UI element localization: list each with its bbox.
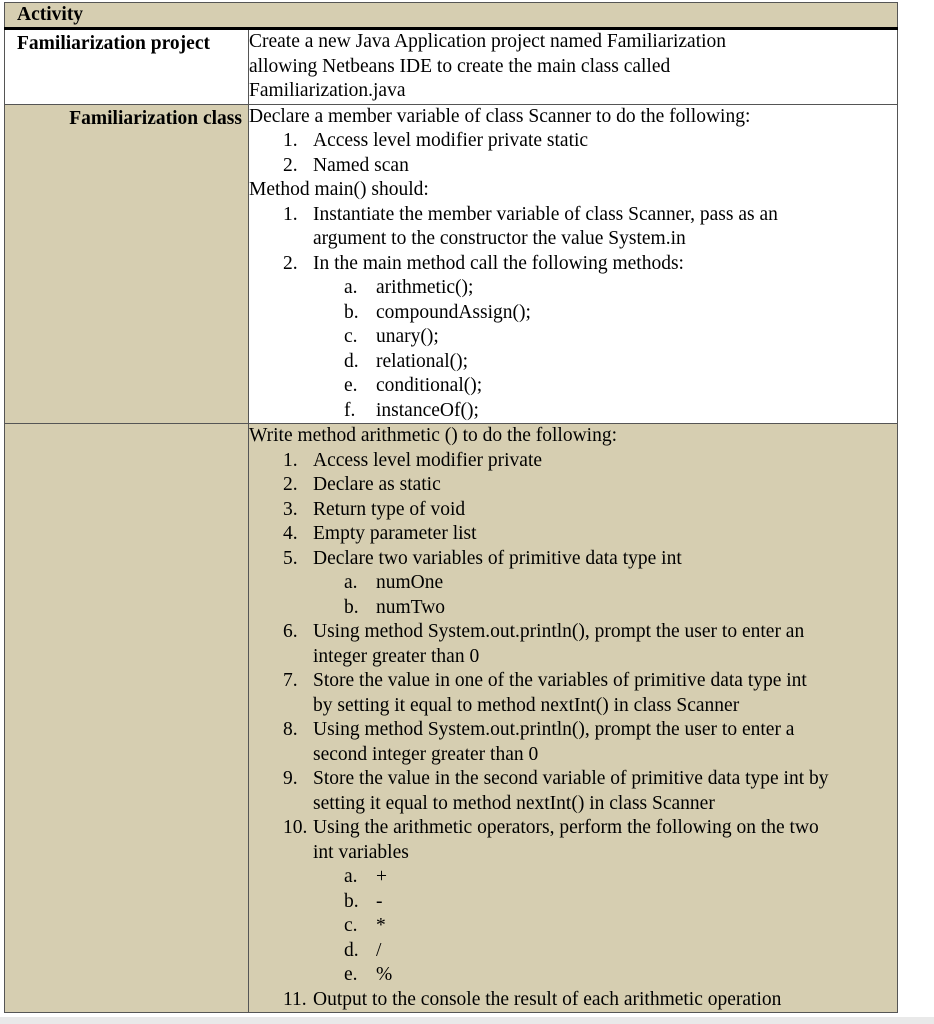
step-item [249,620,897,645]
step-item [249,767,897,792]
var-item [249,596,897,621]
table-title: Activity [17,4,84,25]
step-item [249,669,897,694]
item-number: 11. [283,988,307,1010]
item-text: Empty parameter list [313,523,477,544]
item-letter: a. [344,866,358,887]
call-item [249,374,897,399]
arithmetic-intro: Write method arithmetic () to do the following: [249,425,617,446]
arithmetic-label-cell [5,424,249,1013]
item-text: Using method System.out.println(), prompt the user to enter an [313,621,805,642]
item-text: Access level modifier private static [313,130,589,151]
item-text: conditional(); [376,375,483,396]
step-item [249,645,897,670]
step-item [249,547,897,572]
call-item [249,399,897,424]
main-item [249,203,897,228]
project-description [249,29,898,105]
item-letter: a. [344,277,358,298]
item-number: 10. [283,817,308,838]
item-text: Named scan [313,154,409,176]
item-letter: b. [344,890,359,912]
item-number: 1. [283,449,298,471]
var-item [249,571,897,596]
class-row [5,104,898,424]
main-list [249,203,897,277]
item-number: 6. [283,621,298,642]
item-text: unary(); [376,326,439,347]
item-text: numOne [376,572,444,593]
main-item [249,252,897,277]
item-text: Access level modifier private [313,449,543,471]
item-text: numTwo [376,596,446,618]
item-text: instanceOf(); [376,399,479,421]
member-item [249,129,897,154]
vars-list [249,571,897,620]
item-letter: f. [344,399,356,421]
item-text: + [376,866,387,887]
item-number: 2. [283,474,298,495]
header-cell [5,3,898,29]
item-number: 8. [283,719,298,740]
items-list [249,449,897,572]
header-row [5,3,898,29]
member-item [249,154,897,179]
item-text: Using the arithmetic operators, perform the following on the two [313,817,819,838]
item-text: relational(); [376,350,469,372]
item-number: 7. [283,670,298,691]
item-text: / [376,939,382,961]
step-item [249,522,897,547]
item-number: 1. [283,203,298,225]
class-label: Familiarization class [69,107,242,129]
item-text: Declare as static [313,474,441,495]
items2-list [249,620,897,865]
activity-table [4,2,898,1013]
main-intro: Method main() should: [249,179,429,200]
item-text: setting it equal to method nextInt() in class Scanner [313,792,715,814]
project-label-cell [5,29,249,105]
project-label: Familiarization project [17,33,210,54]
item-letter: e. [344,964,358,985]
item-text: - [376,890,383,912]
item-text: * [376,915,386,936]
item-number: 5. [283,547,298,569]
call-item [249,350,897,375]
description-line: Create a new Java Application project named Familiarization [249,31,727,52]
item-text: second integer greater than 0 [313,743,539,765]
arithmetic-row [5,424,898,1013]
operator-item [249,963,897,988]
item-number: 3. [283,498,298,520]
item-letter: a. [344,572,358,593]
description-line: allowing Netbeans IDE to create the main class called [249,55,671,77]
item-text: Return type of void [313,498,466,520]
call-item [249,325,897,350]
step-item [249,792,897,817]
item-text: Output to the console the result of each arithmetic operation [313,988,782,1010]
item-text: argument to the constructor the value System.in [313,228,686,249]
item-number: 4. [283,523,298,544]
call-item [249,301,897,326]
step-item [249,498,897,523]
item-letter: e. [344,375,358,396]
item-text: Store the value in one of the variables of primitive data type int [313,670,807,691]
item-letter: c. [344,915,358,936]
operator-item [249,865,897,890]
item-text: Store the value in the second variable of primitive data type int by [313,768,829,789]
step-item [249,694,897,719]
main-item [249,227,897,252]
ops-list [249,865,897,988]
item-number: 2. [283,252,298,274]
step-item [249,718,897,743]
item-letter: c. [344,326,358,347]
item-text: by setting it equal to method nextInt() in class Scanner [313,694,740,716]
operator-item [249,939,897,964]
item-text: integer greater than 0 [313,645,480,667]
call-item [249,276,897,301]
class-description [249,104,898,424]
member-intro: Declare a member variable of class Scanner to do the following: [249,105,751,127]
arithmetic-description [249,424,898,1013]
step-item [249,449,897,474]
step-item [249,816,897,841]
step-item [249,743,897,768]
item-letter: d. [344,939,359,961]
item-letter: b. [344,596,359,618]
item-letter: d. [344,350,359,372]
step-item [249,841,897,866]
items3-list [249,988,897,1013]
calls-list [249,276,897,423]
operator-item [249,914,897,939]
item-text: Instantiate the member variable of class Scanner, pass as an [313,203,778,225]
item-text: Declare two variables of primitive data type int [313,547,682,569]
window-bottom-edge [0,1017,934,1024]
item-text: arithmetic(); [376,277,474,298]
step-item [249,988,897,1013]
item-number: 1. [283,130,298,151]
item-text: In the main method call the following methods: [313,252,684,274]
step-item [249,473,897,498]
item-text: compoundAssign(); [376,301,531,323]
item-number: 2. [283,154,298,176]
class-label-cell [5,104,249,424]
operator-item [249,890,897,915]
item-letter: b. [344,301,359,323]
item-text: int variables [313,841,409,863]
project-row [5,29,898,105]
description-line: Familiarization.java [249,80,406,101]
member-list [249,129,897,178]
item-text: Using method System.out.println(), prompt the user to enter a [313,719,795,740]
item-number: 9. [283,768,298,789]
item-text: % [376,964,393,985]
